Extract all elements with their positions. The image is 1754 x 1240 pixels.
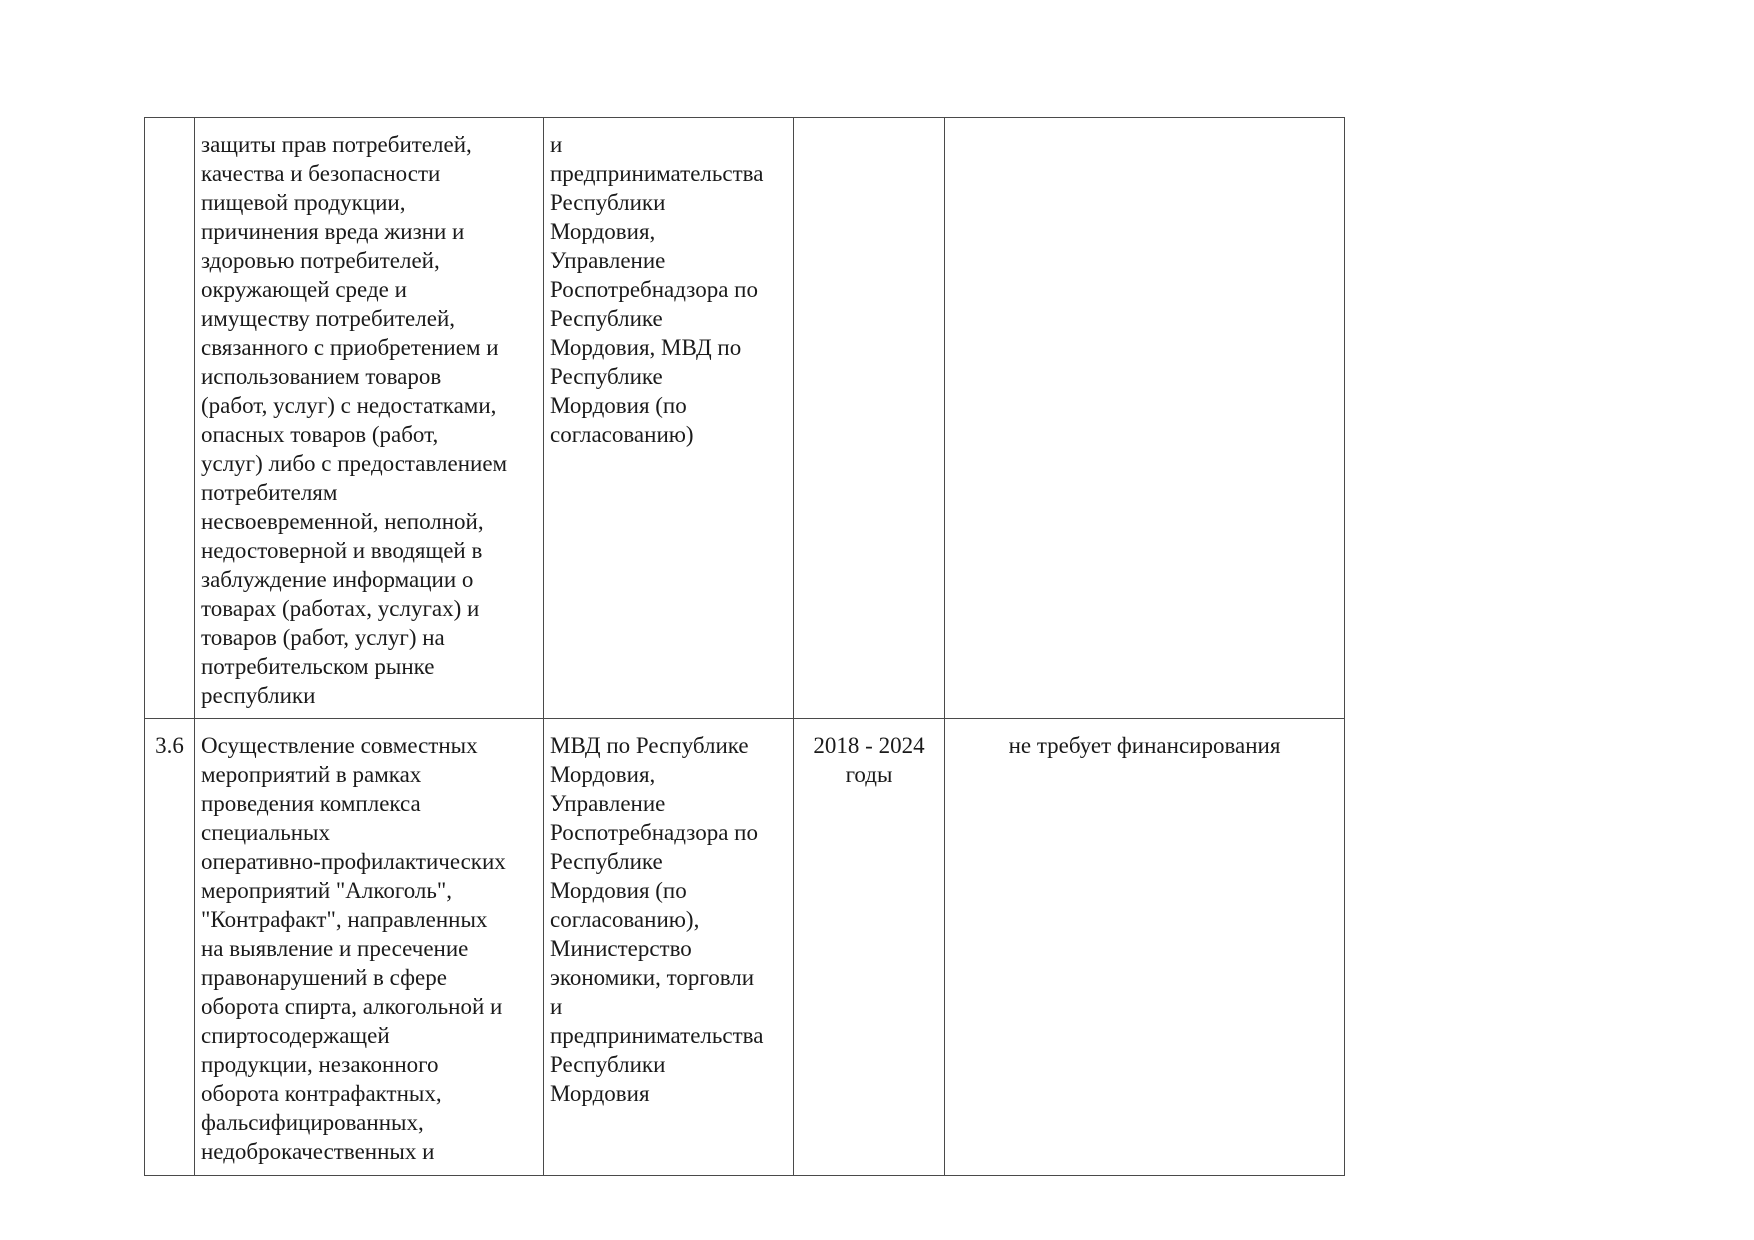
financing-cell: не требует финансирования	[945, 719, 1345, 1176]
term-cell: 2018 - 2024 годы	[794, 719, 945, 1176]
executors-cell: МВД по Республике Мордовия, Управление Роспотребнадзора по Республике Мордовия (по согласованию), Министерство экономики, торговли и предпринимательства Республики Мордовия	[544, 719, 794, 1176]
table-row	[145, 719, 1345, 1176]
table-row	[145, 118, 1345, 719]
item-number-cell	[145, 118, 195, 719]
activity-cell: Осуществление совместных мероприятий в рамках проведения комплекса специальных оперативно-профилактических мероприятий "Алкоголь", "Контрафакт", направленных на выявление и пресечение правонарушений в сфере оборота спирта, алкогольной и спиртосодержащей продукции, незаконного оборота контрафактных, фальсифицированных, недоброкачественных и	[195, 719, 544, 1176]
term-cell	[794, 118, 945, 719]
activity-cell: защиты прав потребителей, качества и безопасности пищевой продукции, причинения вреда жизни и здоровью потребителей, окружающей среде и имуществу потребителей, связанного с приобретением и использованием товаров (работ, услуг) с недостатками, опасных товаров (работ, услуг) либо с предоставлением потребителям несвоевременной, неполной, недостоверной и вводящей в заблуждение информации о товарах (работах, услугах) и товаров (работ, услуг) на потребительском рынке республики	[195, 118, 544, 719]
executors-cell: и предпринимательства Республики Мордовия, Управление Роспотребнадзора по Республике Мордовия, МВД по Республике Мордовия (по согласованию)	[544, 118, 794, 719]
financing-cell	[945, 118, 1345, 719]
measures-table	[144, 117, 1345, 1176]
item-number-cell: 3.6	[145, 719, 195, 1176]
